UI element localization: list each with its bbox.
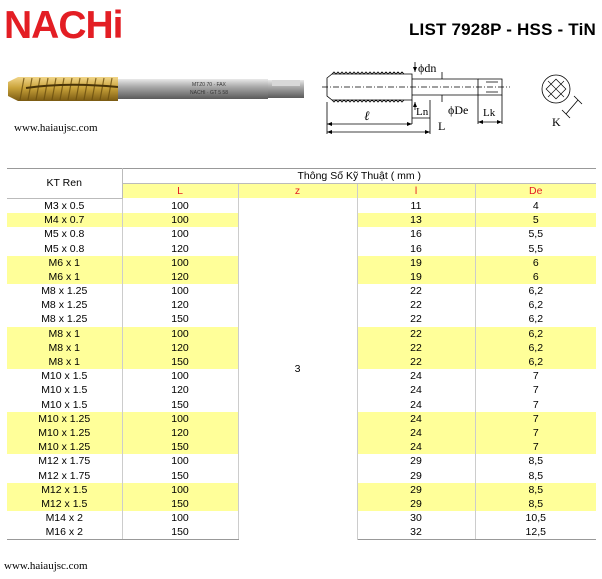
dim-ln: Ln (416, 106, 429, 118)
cell-kt-ren: M10 x 1.5 (7, 398, 122, 412)
cell-l: 22 (357, 284, 475, 298)
header-spec-group: Thông Số Kỹ Thuật ( mm ) (122, 169, 596, 184)
cell-kt-ren: M8 x 1 (7, 355, 122, 369)
cell-z: 3 (238, 198, 357, 540)
cell-De: 6,2 (528, 299, 544, 312)
cell-L: 120 (122, 341, 238, 355)
cell-De: 7 (532, 370, 539, 383)
cell-De: 6 (475, 270, 596, 284)
brand-logo: NACHi (4, 4, 123, 47)
photo-text-1: MTZ0 70 · FAX (192, 82, 226, 88)
cell-kt-ren: M3 x 0.5 (7, 198, 122, 213)
cell-l: 22 (357, 298, 475, 312)
cell-l: 30 (357, 511, 475, 525)
cell-l: 22 (357, 327, 475, 341)
cell-De: 6 (475, 256, 596, 270)
cell-L: 150 (122, 355, 238, 369)
cell-l: 22 (357, 341, 475, 355)
cell-l: 24 (357, 412, 475, 426)
cell-L: 120 (122, 241, 238, 255)
cell-De: 8,5 (475, 483, 596, 497)
cell-L: 100 (122, 369, 238, 383)
cell-l: 16 (357, 227, 475, 241)
cell-De: 5,5 (528, 242, 544, 255)
cell-kt-ren: M8 x 1.25 (7, 298, 122, 312)
cell-kt-ren: M12 x 1.5 (7, 483, 122, 497)
cell-L: 100 (122, 454, 238, 468)
cell-kt-ren: M10 x 1.5 (7, 369, 122, 383)
header-De: De (475, 184, 596, 199)
cell-kt-ren: M12 x 1.5 (7, 497, 122, 511)
cell-L: 100 (122, 327, 238, 341)
cell-De: 5 (475, 213, 596, 227)
cell-L: 150 (122, 440, 238, 454)
cell-kt-ren: M5 x 0.8 (7, 227, 122, 241)
cell-L: 150 (122, 525, 238, 540)
dim-dn: ϕdn (418, 61, 437, 75)
cell-De: 6,2 (475, 341, 596, 355)
cell-L: 100 (122, 256, 238, 270)
dim-l: ℓ (364, 108, 370, 123)
cell-L: 150 (122, 398, 238, 412)
header-z: z (238, 184, 357, 199)
cell-l: 11 (357, 198, 475, 213)
cell-De: 8,5 (475, 497, 596, 511)
cell-De: 6,2 (528, 313, 544, 326)
cell-l: 24 (357, 383, 475, 397)
cell-De: 7 (475, 440, 596, 454)
cell-l: 22 (357, 312, 475, 326)
cell-kt-ren: M12 x 1.75 (7, 468, 122, 482)
cell-kt-ren: M16 x 2 (7, 525, 122, 540)
cell-L: 100 (122, 227, 238, 241)
cell-kt-ren: M6 x 1 (7, 256, 122, 270)
cell-De: 7 (532, 398, 539, 411)
cell-kt-ren: M4 x 0.7 (7, 213, 122, 227)
cell-l: 29 (357, 497, 475, 511)
cell-kt-ren: M5 x 0.8 (7, 241, 122, 255)
cell-L: 100 (122, 483, 238, 497)
cell-De: 7 (475, 426, 596, 440)
header-kt-ren: KT Ren (7, 169, 122, 199)
header-L: L (122, 184, 238, 199)
cell-l: 19 (357, 256, 475, 270)
cell-De: 8,5 (528, 455, 544, 468)
header-l: l (357, 184, 475, 199)
cell-l: 19 (357, 270, 475, 284)
cell-l: 24 (357, 369, 475, 383)
cell-l: 24 (357, 426, 475, 440)
cell-L: 100 (122, 198, 238, 213)
website-bottom: www.haiaujsc.com (4, 560, 88, 572)
dim-L: L (438, 119, 446, 133)
cell-De: 6,2 (475, 355, 596, 369)
cell-De: 4 (532, 199, 539, 212)
cell-l: 16 (357, 241, 475, 255)
cell-l: 22 (357, 355, 475, 369)
cell-kt-ren: M10 x 1.25 (7, 426, 122, 440)
dim-k: K (552, 115, 561, 129)
cell-L: 150 (122, 312, 238, 326)
cell-kt-ren: M8 x 1 (7, 341, 122, 355)
spec-table (7, 168, 596, 540)
cell-De: 8,5 (528, 469, 544, 482)
website-top: www.haiaujsc.com (14, 122, 98, 134)
table-row (7, 198, 596, 213)
dim-lk: Lk (483, 107, 496, 119)
cell-kt-ren: M8 x 1 (7, 327, 122, 341)
tap-drawing (320, 52, 596, 142)
cell-l: 24 (357, 440, 475, 454)
cell-De: 7 (532, 384, 539, 397)
cell-L: 100 (122, 284, 238, 298)
cell-De: 5,5 (528, 228, 544, 241)
cell-kt-ren: M8 x 1.25 (7, 312, 122, 326)
cell-De: 12,5 (475, 525, 596, 540)
spec-table-body (7, 198, 596, 540)
cell-L: 150 (122, 468, 238, 482)
cell-L: 100 (122, 412, 238, 426)
cell-kt-ren: M14 x 2 (7, 511, 122, 525)
cell-L: 120 (122, 270, 238, 284)
dim-de: ϕDe (448, 103, 469, 117)
cell-l: 29 (357, 483, 475, 497)
cell-kt-ren: M6 x 1 (7, 270, 122, 284)
cell-L: 100 (122, 511, 238, 525)
cell-L: 150 (122, 497, 238, 511)
cell-De: 6,2 (528, 285, 544, 298)
tap-photo (6, 68, 306, 110)
cell-kt-ren: M10 x 1.5 (7, 383, 122, 397)
cell-De: 6,2 (475, 327, 596, 341)
cell-l: 29 (357, 468, 475, 482)
cell-l: 29 (357, 454, 475, 468)
cell-De: 7 (475, 412, 596, 426)
cell-kt-ren: M12 x 1.75 (7, 454, 122, 468)
cell-l: 13 (357, 213, 475, 227)
cell-L: 120 (122, 383, 238, 397)
cell-L: 100 (122, 213, 238, 227)
cell-L: 120 (122, 298, 238, 312)
cell-kt-ren: M10 x 1.25 (7, 412, 122, 426)
cell-l: 24 (357, 398, 475, 412)
cell-kt-ren: M10 x 1.25 (7, 440, 122, 454)
list-title: LIST 7928P - HSS - TiN (408, 20, 596, 39)
cell-L: 120 (122, 426, 238, 440)
photo-text-2: NACHI · GT 5 58 (190, 90, 228, 96)
cell-De: 10,5 (525, 512, 546, 525)
cell-kt-ren: M8 x 1.25 (7, 284, 122, 298)
cell-l: 32 (357, 525, 475, 540)
